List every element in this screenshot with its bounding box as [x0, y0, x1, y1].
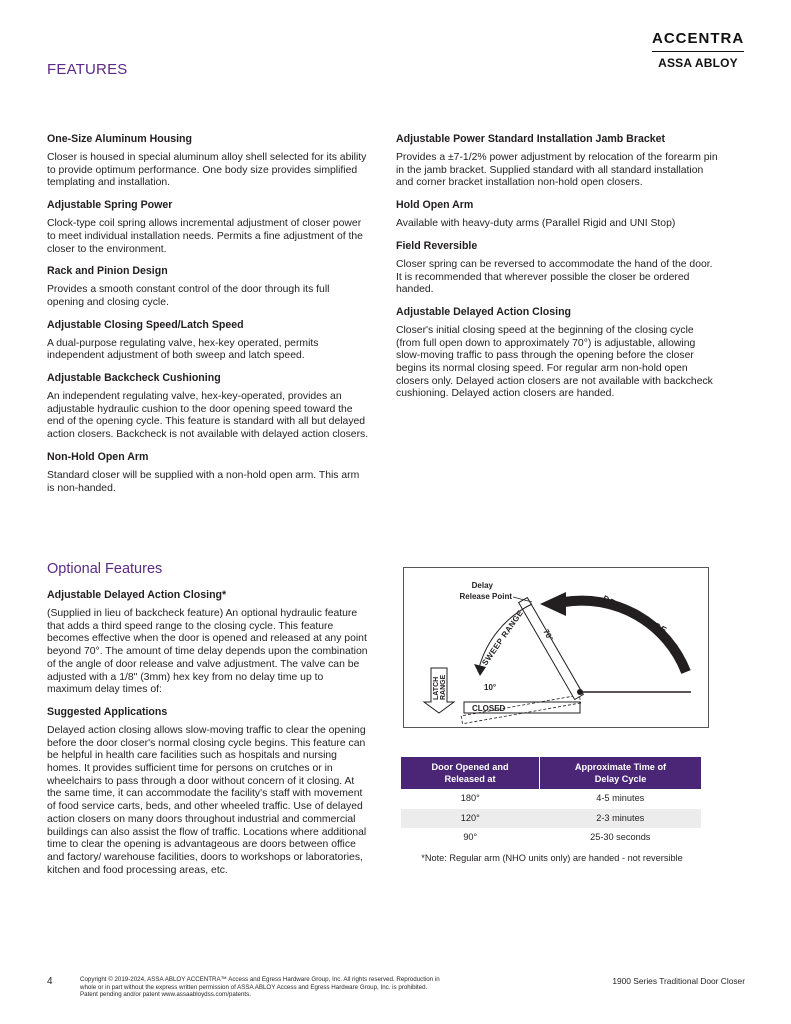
feature-heading: Non-Hold Open Arm	[47, 450, 149, 463]
delay-time-cell: 2-3 minutes	[540, 809, 701, 829]
feature-body: An independent regulating valve, hex-key-operated, provides an adjustable hydraulic cushion to the door opening speed toward the end of the opening cycle. This feature is standard with all but delayed action closers. Backcheck is not available with delayed action closers.	[47, 391, 369, 441]
feature-body: Closer spring can be reversed to accommodate the hand of the door. It is recommended that wherever possible the closer be ordered handed.	[396, 258, 713, 296]
feature-body: Clock-type coil spring allows incremental adjustment of closer power to meet individual installation needs. Permits a fine adjustment of the closer to the environment.	[47, 218, 363, 255]
table-row	[401, 789, 701, 809]
released-angle-cell: 120°	[401, 809, 540, 829]
feature-heading: Suggested Applications	[47, 705, 168, 718]
table-header-row	[401, 757, 701, 789]
feature-heading: Adjustable Delayed Action Closing	[396, 305, 572, 318]
angle-70-label: 70°	[541, 627, 555, 643]
released-angle-cell: 90°	[463, 832, 478, 843]
delay-arrowhead	[540, 592, 566, 616]
feature-heading: Field Reversible	[396, 239, 478, 252]
feature-item	[47, 319, 369, 363]
feature-item	[396, 240, 718, 297]
table-row	[401, 809, 701, 829]
page-title: FEATURES	[47, 61, 128, 78]
delay-time-table	[401, 757, 701, 848]
copyright-line: Patent pending and/or patent www.assaabloydss.com/patents.	[80, 991, 251, 999]
optional-features-column	[47, 589, 369, 886]
delay-range-diagram	[403, 567, 709, 728]
release-label-line1: Delay	[471, 581, 493, 590]
feature-item	[47, 265, 369, 309]
feature-body: Closer is housed in special aluminum alloy shell selected for its ability to provide optimum performance. One body size provides simplified templating and installation.	[47, 152, 367, 189]
angle-10-label: 10°	[484, 683, 497, 692]
feature-heading: Adjustable Delayed Action Closing*	[47, 589, 227, 601]
feature-heading: One-Size Aluminum Housing	[47, 133, 192, 145]
page-number: 4	[47, 976, 53, 987]
feature-item	[47, 199, 369, 256]
feature-item	[47, 372, 369, 442]
feature-item	[396, 199, 718, 231]
copyright-notice	[80, 976, 460, 999]
feature-item	[396, 133, 718, 190]
feature-item	[47, 451, 369, 495]
column-header-delay-time: Approximate Time of Delay Cycle	[540, 757, 701, 789]
feature-item	[396, 306, 718, 401]
feature-item	[47, 706, 369, 877]
closed-label: CLOSED	[472, 704, 506, 713]
feature-heading: Adjustable Backcheck Cushioning	[47, 372, 221, 385]
door-70-degree	[519, 598, 584, 700]
feature-heading: Hold Open Arm	[396, 199, 474, 212]
delay-range-label: DELAY RANGE	[601, 592, 670, 636]
feature-heading: Adjustable Spring Power	[47, 199, 173, 212]
release-label-line2: Release Point	[459, 592, 512, 601]
optional-features-title: Optional Features	[47, 561, 163, 577]
logo-accentra: ACCENTRA	[652, 30, 745, 47]
feature-item	[47, 133, 369, 190]
table-note: *Note: Regular arm (NHO units only) are handed - not reversible	[421, 853, 683, 863]
feature-body: Available with heavy-duty arms (Parallel Rigid and UNI Stop)	[396, 218, 676, 230]
logo-divider	[652, 51, 744, 52]
copyright-line: whole or in part without the express written permission of ASSA ABLOY Access and Egress Hardware Group, Inc. is prohibited.	[80, 983, 428, 991]
delay-time-cell: 4-5 minutes	[596, 793, 645, 803]
features-left-column	[47, 133, 369, 504]
sweep-range-label: SWEEP RANGE	[480, 608, 526, 668]
feature-heading: Rack and Pinion Design	[47, 265, 168, 278]
brand-logo	[652, 30, 744, 70]
feature-body: (Supplied in lieu of backcheck feature) An optional hydraulic feature that adds a third speed range to the closing cycle. This feature becomes effective when the door is opened and released at any point beyond 70°. The amount of time delay depends upon the combination of the angle of door release and valve adjustment. The valve can be adjusted with a 1/8" (3mm) hex key from no delay time up to maximum delay times of:	[47, 608, 368, 696]
latch-label-line2: RANGE	[440, 674, 447, 700]
feature-body: A dual-purpose regulating valve, hex-key operated, permits independent adjustment of both sweep and latch speed.	[47, 337, 319, 362]
logo-assa-abloy: ASSA ABLOY	[658, 56, 738, 70]
feature-heading: Adjustable Power Standard Installation Jamb Bracket	[396, 133, 666, 145]
feature-body: Delayed action closing allows slow-moving traffic to clear the opening before the door closer's normal closing cycle begins. This feature can be helpful in health care facilities such as hospitals and nursing homes. It provides sufficient time for persons on crutches or in wheelchairs to pass through a door without concern of it closing. At the same time, it can accommodate the facility's staff with movement of food service carts, beds, and other wheeled traffic. Use of delayed action closers on many doors throughout industrial and commercial buildings can also assist the flow of traffic. Locations where additional time to clear the opening is advantageous are doors between office and factory/ warehouse facilities, doors to workshops or laboratories, kitchen and food processing areas, etc.	[47, 724, 367, 876]
hinge-point	[577, 689, 583, 695]
feature-item	[47, 589, 369, 697]
feature-heading: Adjustable Closing Speed/Latch Speed	[47, 318, 244, 331]
copyright-line: Copyright © 2019-2024, ASSA ABLOY ACCENTRA™ Access and Egress Hardware Group, Inc. All rights reserved. Reproduction in	[80, 976, 440, 983]
features-right-column	[396, 133, 718, 410]
product-name: 1900 Series Traditional Door Closer	[612, 976, 745, 986]
column-header-released-at: Door Opened and Released at	[401, 757, 540, 789]
feature-body: Provides a ±7-1/2% power adjustment by relocation of the forearm pin in the jamb bracket. Supplied standard with all standard installation and corner bracket installation non-hold open closers.	[396, 152, 718, 189]
delay-time-cell: 25-30 seconds	[590, 832, 651, 843]
released-angle-cell: 180°	[460, 793, 480, 803]
feature-body: Standard closer will be supplied with a non-hold open arm. This arm is non-handed.	[47, 469, 360, 494]
latch-label-line1: LATCH	[433, 676, 440, 700]
table-row	[401, 828, 701, 848]
feature-body: Provides a smooth constant control of the door through its full opening and closing cycle.	[47, 284, 330, 308]
feature-body: Closer's initial closing speed at the beginning of the closing cycle (from full open down to approximately 70°) is adjustable, allowing slow-moving traffic to pass through the opening before the closer begins its normal closing speed. For regular arm non-hold open closers only. Delayed action closers are not available with backcheck cushioning. Delayed action closers are handed.	[396, 324, 713, 400]
